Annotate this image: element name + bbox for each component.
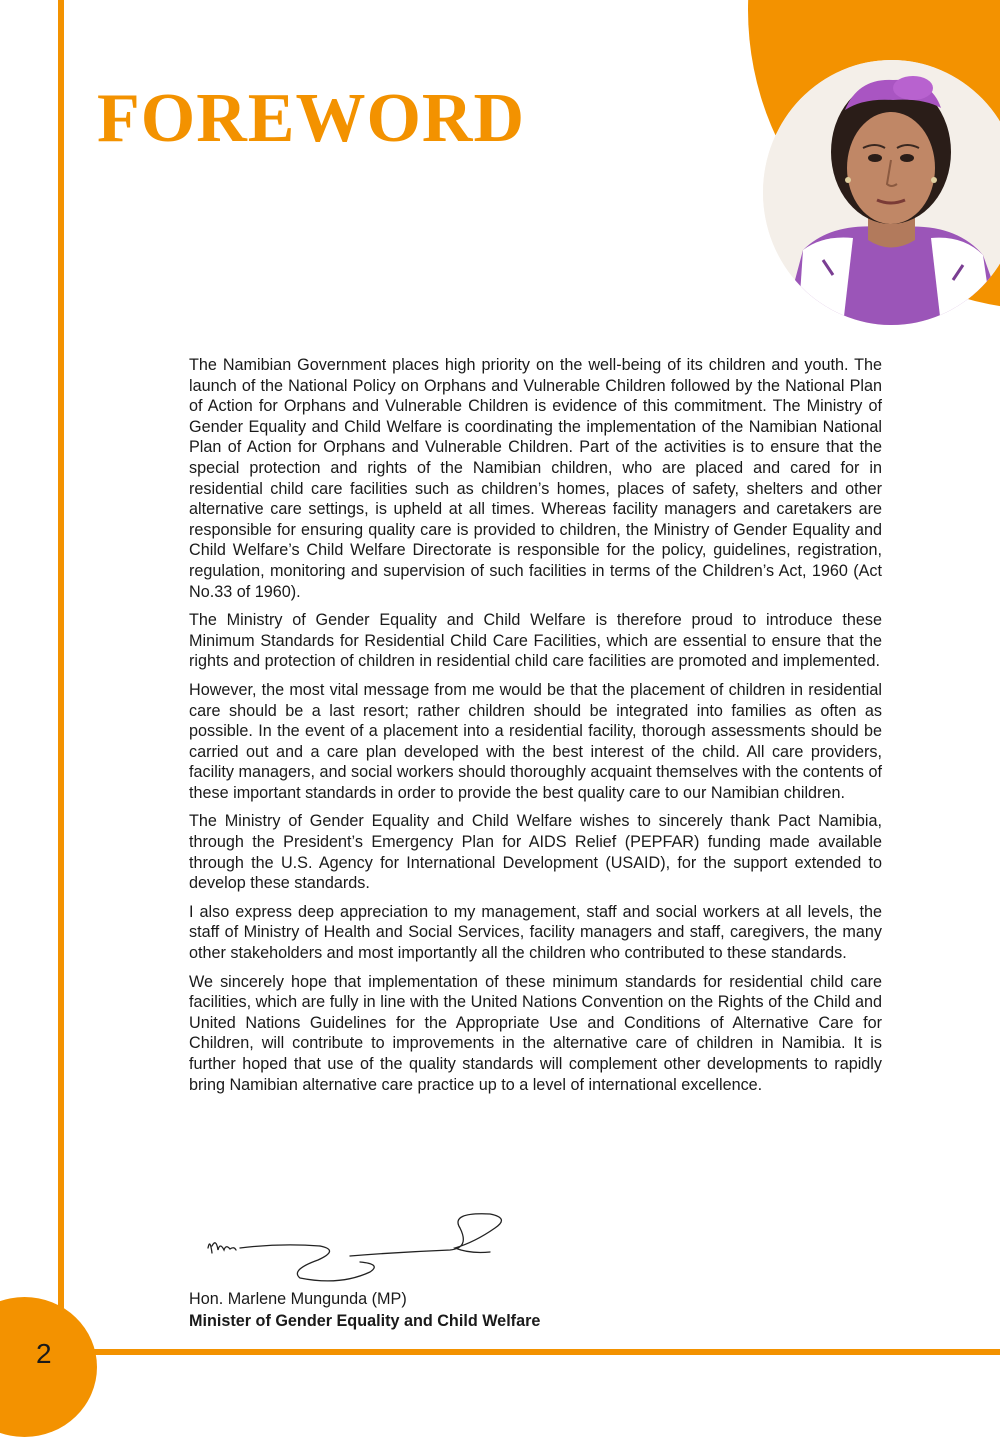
paragraph: However, the most vital message from me would be that the placement of children in residential care should be a last resort; rather children should be integrated into families as often as possible. In the event of a placement into a residential facility, thorough assessments should be carried out and a care plan developed with the best interest of the child. All care providers, facility managers, and social workers should thoroughly acquaint themselves with the contents of these important standards in order to provide the best quality care to our Namibian children.: [189, 680, 882, 802]
handwritten-signature: [200, 1208, 520, 1288]
paragraph: We sincerely hope that implementation of these minimum standards for residential child care facilities, which are fully in line with the United Nations Convention on the Rights of the Child and United Nations Guidelines for the Appropriate Use and Conditions of Alternative Care for Children, will contribute to improvements in the alternative care of children in Namibia. It is further hoped that use of the quality standards will complement other developments to rapidly bring Namibian alternative care practice up to a level of international excellence.: [189, 972, 882, 1094]
footer-rule: [58, 1349, 1000, 1355]
paragraph: The Namibian Government places high priority on the well-being of its children and youth. The launch of the National Policy on Orphans and Vulnerable Children followed by the National Plan of Action for Orphans and Vulnerable Children is evidence of this commitment. The Ministry of Gender Equality and Child Welfare is coordinating the implementation of the Namibian National Plan of Action for Orphans and Vulnerable Children. Part of the activities is to ensure that the special protection and rights of the Namibian children, who are placed and cared for in residential child care facilities such as children’s homes, places of safety, shelters and other alternative care settings, is upheld at all times. Whereas facility managers and caretakers are responsible for ensuring quality care is provided to children, the Ministry of Gender Equality and Child Welfare’s Child Welfare Directorate is responsible for the policy, guidelines, registration, regulation, monitoring and supervision of such facilities in terms of the Children’s Act, 1960 (Act No.33 of 1960).: [189, 356, 882, 601]
page-title: FOREWORD: [97, 80, 525, 157]
portrait-photo: [763, 60, 1000, 325]
paragraph: I also express deep appreciation to my management, staff and social workers at all levels, the staff of Ministry of Health and Social Services, facility managers and staff, caregivers, the many other stakeholders and most importantly all the children who contributed to these standards.: [189, 902, 882, 963]
left-margin-rule: [58, 0, 64, 1320]
signatory-position: Minister of Gender Equality and Child Welfare: [189, 1312, 541, 1330]
signatory-name: Hon. Marlene Mungunda (MP): [189, 1290, 407, 1308]
paragraph: The Ministry of Gender Equality and Child Welfare is therefore proud to introduce these Minimum Standards for Residential Child Care Facilities, which are essential to ensure that the rights and protection of children in residential child care facilities are promoted and implemented.: [189, 611, 882, 671]
foreword-body: [189, 355, 882, 1103]
paragraph: The Ministry of Gender Equality and Child Welfare wishes to sincerely thank Pact Namibia, through the President’s Emergency Plan for AIDS Relief (PEPFAR) funding made available through the U.S. Agency for International Development (USAID), for the support extended to develop these standards.: [189, 812, 882, 893]
minister-portrait: [763, 60, 1000, 325]
page-number: 2: [36, 1338, 52, 1369]
